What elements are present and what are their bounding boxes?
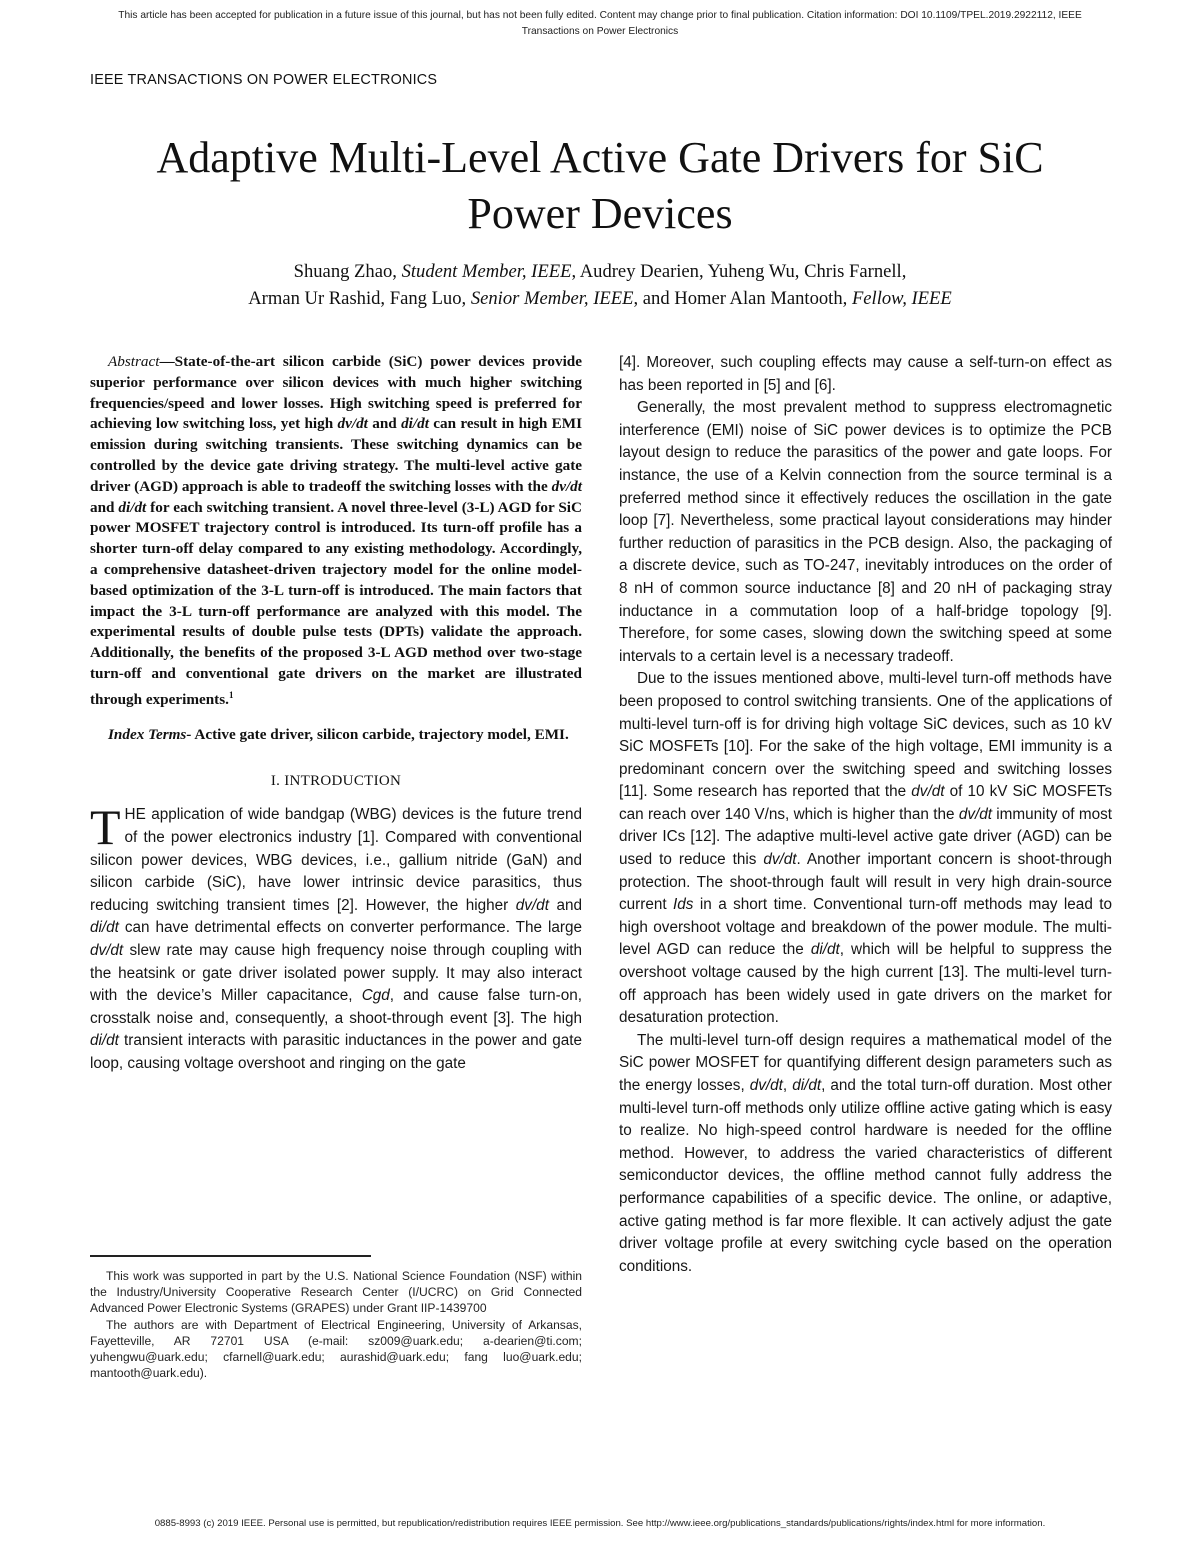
footnote-funding: This work was supported in part by the U.S. National Science Foundation (NSF) within the Industry/University Cooperative Research Center (I/UCRC) on Grid Connected Advanced Power Electronic Systems (GRAPES) under Grant IIP-1439700: [90, 1269, 582, 1316]
author-list: [100, 258, 1100, 312]
notice-line-2: Transactions on Power Electronics: [521, 26, 679, 37]
right-paragraph-3: Due to the issues mentioned above, multi-level turn-off methods have been proposed to control switching transients. One of the applications of multi-level turn-off is for driving high voltage SiC devices, such as 10 kV SiC MOSFETs [10]. For the sake of the high voltage, EMI immunity is a predominant concern over the switching speed and switching losses [11]. Some research has reported that the dv/dt of 10 kV SiC MOSFETs can reach over 140 V/ns, which is higher than the dv/dt immunity of most driver ICs [12]. The adaptive multi-level active gate driver (AGD) can be used to reduce this dv/dt. Another important concern is shoot-through protection. The shoot-through fault will result in very high drain-source current Ids in a short time. Conventional turn-off methods may lead to high overshoot voltage and breakdown of the power module. The multi-level AGD can reduce the di/dt, which will be helpful to suppress the overshoot voltage caused by the high current [13]. The multi-level turn-off approach has been widely used in gate drivers on the market for desaturation protection.: [619, 670, 1113, 1027]
footnote: [90, 1268, 582, 1381]
journal-name: IEEE TRANSACTIONS ON POWER ELECTRONICS: [90, 72, 438, 88]
footnote-affiliation: The authors are with Department of Electrical Engineering, University of Arkansas, Fayetteville, AR 72701 USA (e-mail: sz009@uark.edu; a-dearien@ti.com; yuhengwu@uark.edu; cfarnell@uark.edu; aurashid@uark.edu; fang luo@uark.edu; mantooth@uark.edu).: [90, 1317, 582, 1381]
right-paragraph-4: The multi-level turn-off design requires a mathematical model of the SiC power MOSFET for quantifying different design parameters such as the energy losses, dv/dt, di/dt, and the total turn-off duration. Most other multi-level turn-off methods only utilize offline active gating which is easy to realize. No high-speed control hardware is needed for the offline method. However, to address the varied characteristics of different semiconductor devices, the offline method cannot fully address the performance capabilities of a specific device. The online, or adaptive, active gating method is far more flexible. It can actively adjust the gate driver voltage profile at every switching cycle based on the operation conditions.: [619, 1031, 1112, 1275]
right-column: [619, 352, 1112, 1278]
right-paragraph-1: [4]. Moreover, such coupling effects may cause a self-turn-on effect as has been reported in [5] and [6].: [619, 354, 1112, 394]
paper-title: [100, 130, 1100, 242]
footnote-divider: [90, 1255, 371, 1257]
abstract-label: Abstract: [108, 353, 160, 370]
title-line-1: Adaptive Multi-Level Active Gate Drivers for SiC: [156, 133, 1044, 182]
notice-line-1: This article has been accepted for publication in a future issue of this journal, but has not been fully edited. Content may change prior to final publication. Citation information: DOI 10.1109/TPEL.2019.2922112, IEEE: [118, 10, 1082, 21]
index-terms: Index Terms- Active gate driver, silicon carbide, trajectory model, EMI.: [108, 725, 569, 743]
left-column: [90, 352, 582, 1076]
author-line-1: Shuang Zhao, Student Member, IEEE, Audrey Dearien, Yuheng Wu, Chris Farnell,: [293, 261, 907, 282]
intro-paragraph: THE application of wide bandgap (WBG) devices is the future trend of the power electronics industry [1]. Compared with conventional silicon power devices, WBG devices, i.e., gallium nitride (GaN) and silicon carbide (SiC), have lower intrinsic device parasitics, thus reducing switching transient times [2]. However, the higher dv/dt and di/dt can have detrimental effects on converter performance. The large dv/dt slew rate may cause high frequency noise through coupling with the heatsink or gate driver isolated power supply. It may also interact with the device’s Miller capacitance, Cgd, and cause false turn-on, crosstalk noise and, consequently, a shoot-through event [3]. The high di/dt transient interacts with parasitic inductances in the power and gate loop, causing voltage overshoot and ringing on the gate: [90, 799, 583, 1072]
abstract: Abstract—State-of-the-art silicon carbide (SiC) power devices provide superior performance over silicon devices with much higher switching frequencies/speed and lower losses. High switching speed is preferred for achieving low switching loss, yet high dv/dt and di/dt can result in high EMI emission during switching transients. These switching dynamics can be controlled by the device gate driving strategy. The multi-level active gate driver (AGD) approach is able to tradeoff the switching losses with the dv/dt and di/dt for each switching transient. A novel three-level (3-L) AGD for SiC power MOSFET trajectory control is introduced. Its turn-off profile has a shorter turn-off delay compared to any existing methodology. Accordingly, a comprehensive datasheet-driven trajectory model for the online model-based optimization of the 3-L turn-off is introduced. The main factors that impact the 3-L turn-off performance are analyzed with this model. The experimental results of double pulse tests (DPTs) validate the approach. Additionally, the benefits of the proposed 3-L AGD method over two-stage turn-off and conventional gate drivers on the market are illustrated through experiments.$^1$: [90, 353, 582, 708]
copyright-footer: 0885-8993 (c) 2019 IEEE. Personal use is permitted, but republication/redistribution requires IEEE permission. See http://www.ieee.org/publications_standards/publications/rights/index.html for more information.: [154, 1518, 1046, 1529]
section-heading-introduction: I. INTRODUCTION: [270, 773, 402, 790]
title-line-2: Power Devices: [467, 189, 733, 238]
index-terms-label: Index Terms-: [108, 725, 192, 743]
author-line-2: Arman Ur Rashid, Fang Luo, Senior Member, IEEE, and Homer Alan Mantooth, Fellow, IEEE: [248, 288, 952, 309]
right-paragraph-2: Generally, the most prevalent method to suppress electromagnetic interference (EMI) noise of SiC power devices is to optimize the PCB layout design to reduce the parasitics of the power and gate loops. For instance, the use of a Kelvin connection from the source terminal is a preferred method since it effectively reduces the oscillation in the gate loop [7]. Nevertheless, some practical layout considerations may hinder further reduction of parasitics in the PCB design. Also, the packaging of a discrete device, such as TO-247, inevitably introduces on the order of 8 nH of common source inductance [8] and 20 nH of packaging stray inductance in a commutation loop of a half-bridge topology [9]. Therefore, for some cases, slowing down the switching speed at some intervals to a certain level is a necessary tradeoff.: [619, 399, 1112, 665]
publication-notice: [20, 8, 1180, 40]
drop-cap: T: [90, 799, 121, 856]
